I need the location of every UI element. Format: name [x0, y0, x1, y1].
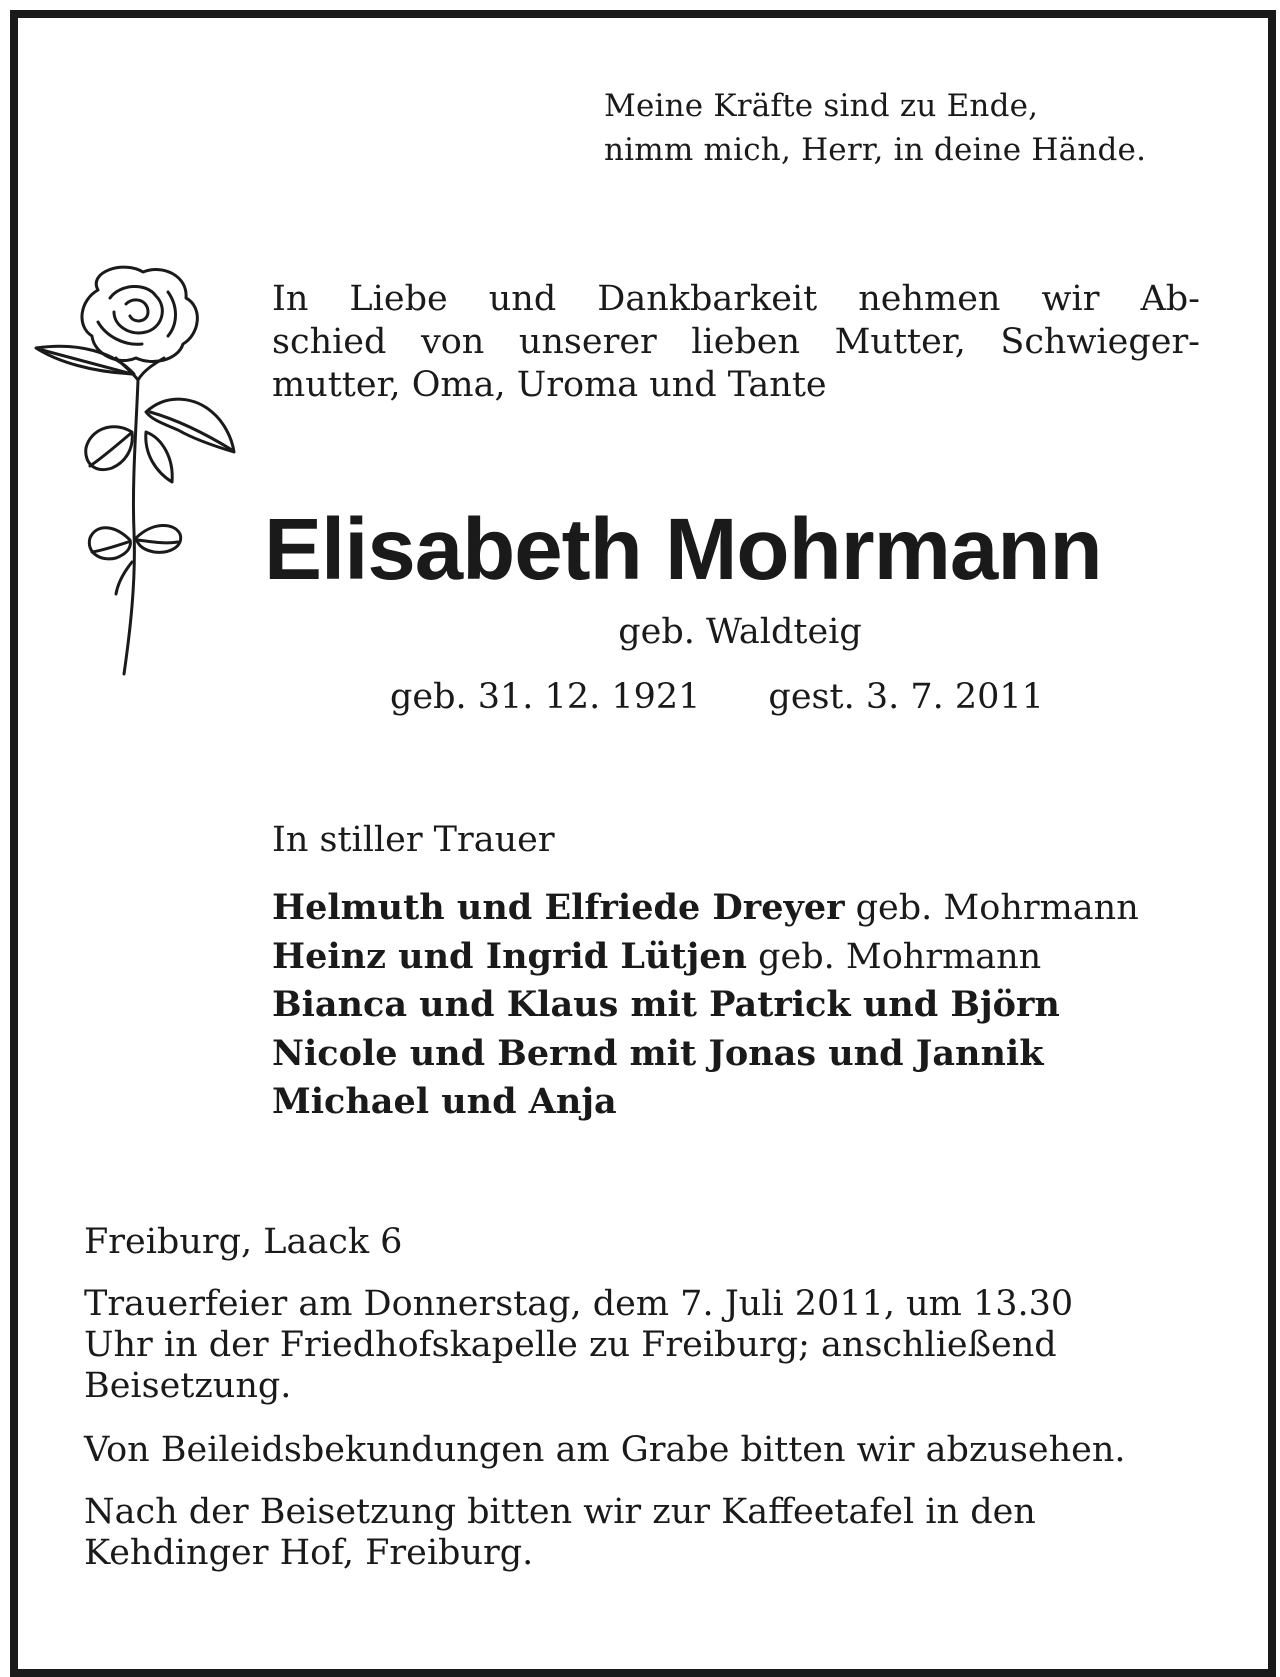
rose-bloom-petal: [126, 300, 148, 321]
intro-line: In Liebe und Dankbarkeit nehmen wir Ab-: [272, 279, 1200, 319]
rose-leaf: [136, 525, 181, 552]
mourner-names: Heinz und Ingrid Lütjen: [272, 935, 747, 977]
mourner-names: Bianca und Klaus mit Patrick und Björn: [272, 984, 1060, 1025]
mourners-list: [272, 884, 1139, 1127]
mourner-names: Helmuth und Elfriede Dreyer: [272, 887, 845, 928]
service-line: Trauerfeier am Donnerstag, dem 7. Juli 2011, um 13.30: [84, 1284, 1074, 1324]
service-details: [84, 1284, 1200, 1407]
coffee-invitation: [84, 1492, 1200, 1574]
deceased-name: Elisabeth Mohrmann: [264, 501, 1102, 598]
life-dates: [390, 675, 1044, 719]
service-line: Uhr in der Friedhofskapelle zu Freiburg; anschließend: [84, 1325, 1057, 1365]
intro-line: schied von unserer lieben Mutter, Schwieger-: [272, 322, 1200, 362]
intro-line: mutter, Oma, Uroma und Tante: [272, 365, 827, 405]
rose-bloom-petal: [168, 292, 176, 336]
coffee-line: Nach der Beisetzung bitten wir zur Kaffeetafel in den: [84, 1492, 1036, 1532]
mourner-entry: [272, 884, 1139, 933]
motto-line: Meine Kräfte sind zu Ende,: [604, 88, 1039, 124]
rose-leaf: [146, 432, 172, 482]
motto-verse: [604, 84, 1146, 172]
birth-date: geb. 31. 12. 1921: [390, 677, 701, 717]
mourner-entry: [272, 981, 1139, 1030]
mourner-suffix: geb. Mohrmann: [746, 936, 1042, 977]
service-line: Beisetzung.: [84, 1366, 292, 1406]
maiden-name: geb. Waldteig: [618, 612, 862, 652]
condolence-note: Von Beileidsbekundungen am Grabe bitten wir abzusehen.: [84, 1430, 1126, 1470]
rose-bloom-petal: [110, 286, 162, 332]
mourner-names: Michael und Anja: [272, 1081, 617, 1122]
mourning-label: In stiller Trauer: [272, 820, 555, 860]
obituary-border: [10, 10, 1276, 1677]
mourner-entry: [272, 1078, 1139, 1127]
motto-line: nimm mich, Herr, in deine Hände.: [604, 132, 1147, 168]
address: Freiburg, Laack 6: [84, 1222, 403, 1262]
mourner-entry: [272, 1030, 1139, 1079]
death-date: gest. 3. 7. 2011: [768, 677, 1044, 717]
mourner-entry: [272, 933, 1139, 982]
mourner-suffix: geb. Mohrmann: [844, 888, 1139, 928]
mourner-names: Nicole und Bernd mit Jonas und Jannik: [272, 1032, 1044, 1074]
rose-bloom-outline: [82, 267, 197, 361]
coffee-line: Kehdinger Hof, Freiburg.: [84, 1533, 534, 1573]
intro-text: [272, 278, 1200, 407]
